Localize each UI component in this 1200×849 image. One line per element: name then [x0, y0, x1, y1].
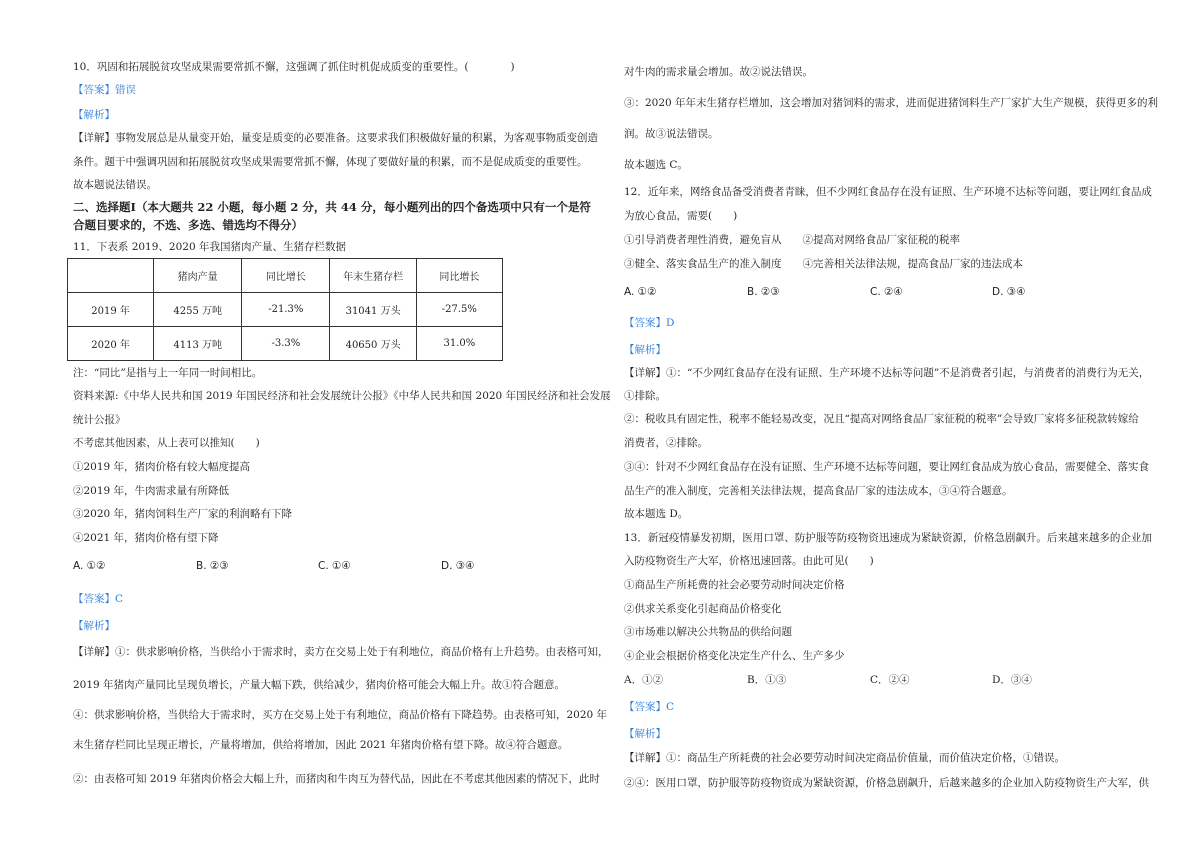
q13-statement: ④企业会根据价格变化决定生产什么、生产多少	[624, 650, 845, 662]
option-b: B. ②③	[196, 560, 229, 572]
q12-detail-line: ③④：针对不少网红食品存在没有证照、生产环境不达标等问题，要让网红食品成为放心食品，需要健全、落实食	[624, 461, 1149, 473]
q11-stem: 不考虑其他因素，从上表可以推知( )	[73, 437, 260, 449]
q10-detail-line: 故本题说法错误。	[73, 179, 157, 191]
q12-detail-line: ②：税收具有固定性，税率不能轻易改变，况且“提高对网络食品厂家征税的税率”会导致厂家将多征税款转嫁给	[624, 413, 1139, 425]
q12-detail-line: 消费者，②排除。	[624, 437, 708, 449]
source-line: 资料来源:《中华人民共和国 2019 年国民经济和社会发展统计公报》《中华人民共和国 2020 年国民经济和社会发展	[73, 390, 611, 402]
q11-detail-line: ④：供求影响价格，当供给大于需求时，买方在交易上处于有利地位，商品价格有下降趋势。由表格可知，2020 年	[73, 709, 608, 721]
option-c: C. ①④	[318, 560, 351, 572]
q12-statements: ①引导消费者理性消费，避免盲从 ②提高对网络食品厂家征税的税率	[624, 234, 960, 246]
q10-detail-line: 【详解】事物发展总是从量变开始，量变是质变的必要准备。这要求我们积极做好量的积累，为客观事物质变创造	[73, 132, 598, 144]
q10-analysis-label: 【解析】	[73, 109, 115, 121]
q12-detail-line: 【详解】①：“不少网红食品存在没有证照、生产环境不达标等问题”不是消费者引起，与消费者的消费行为无关，	[624, 367, 1150, 379]
q12-detail-line: ①排除。	[624, 390, 666, 402]
q11-continued: ③：2020 年年末生猪存栏增加，这会增加对猪饲料的需求，进而促进猪饲料生产厂家扩大生产规模，获得更多的利	[624, 97, 1159, 109]
q12-answer: 【答案】D	[624, 317, 675, 329]
table-cell: 40650 万头	[330, 327, 416, 361]
pork-data-table	[67, 258, 503, 361]
table-header-row	[68, 259, 503, 293]
table-header-cell	[68, 259, 154, 293]
q12-statements: ③健全、落实食品生产的准入制度 ④完善相关法律法规，提高食品厂家的违法成本	[624, 258, 1023, 270]
table-header-cell: 猪肉产量	[154, 259, 242, 293]
q12-detail-line: 品生产的准入制度，完善相关法律法规，提高食品厂家的违法成本，③④符合题意。	[624, 485, 1013, 497]
q13-statement: ①商品生产所耗费的社会必要劳动时间决定价格	[624, 579, 845, 591]
question-13: 13．新冠疫情暴发初期，医用口罩、防护服等防疫物资迅速成为紧缺资源，价格急剧飙升。后来越来越多的企业加	[624, 532, 1152, 544]
q11-detail-line: 2019 年猪肉产量同比呈现负增长，产量大幅下跌，供给减少，猪肉价格可能会大幅上升。故①符合题意。	[73, 679, 566, 691]
table-row	[68, 293, 503, 327]
table-cell: -3.3%	[242, 327, 330, 361]
section-title: 二、选择题Ⅰ（本大题共 22 小题，每小题 2 分，共 44 分，每小题列出的四个备选项中只有一个是符	[73, 200, 591, 214]
option-c: C．②④	[870, 674, 910, 686]
section-title: 合题目要求的，不选、多选、错选均不得分）	[73, 218, 303, 232]
question-11: 11．下表系 2019、2020 年我国猪肉产量、生猪存栏数据	[73, 241, 346, 253]
option-b: B．①③	[747, 674, 787, 686]
option-a: A. ①②	[624, 286, 657, 298]
q11-analysis-label: 【解析】	[73, 620, 115, 632]
table-cell: 4113 万吨	[154, 327, 242, 361]
q13-detail-line: 【详解】①：商品生产所耗费的社会必要劳动时间决定商品价值量，而价值决定价格，①错误。	[624, 752, 1065, 764]
q12-conclusion: 故本题选 D。	[624, 508, 689, 520]
option-c: C. ②④	[870, 286, 903, 298]
table-header-cell: 同比增长	[242, 259, 330, 293]
table-cell: -27.5%	[416, 293, 502, 327]
table-cell: 31.0%	[416, 327, 502, 361]
q11-statement: ③2020 年，猪肉饲料生产厂家的利润略有下降	[73, 508, 293, 520]
q11-conclusion: 故本题选 C。	[624, 159, 688, 171]
q11-detail-line: ②：由表格可知 2019 年猪肉价格会大幅上升，而猪肉和牛肉互为替代品，因此在不考虑其他因素的情况下，此时	[73, 773, 600, 785]
option-d: D．③④	[992, 674, 1032, 686]
q11-statement: ①2019 年，猪肉价格有较大幅度提高	[73, 461, 251, 473]
q11-answer: 【答案】C	[73, 593, 124, 605]
q13-statement: ②供求关系变化引起商品价格变化	[624, 603, 782, 615]
q13-detail-line: ②④：医用口罩，防护服等防疫物资成为紧缺资源，价格急剧飙升，后越来越多的企业加入防疫物资生产大军，供	[624, 777, 1149, 789]
q11-continued: 润。故③说法错误。	[624, 128, 719, 140]
table-header-cell: 同比增长	[416, 259, 502, 293]
table-cell: 31041 万头	[330, 293, 416, 327]
table-cell: 2019 年	[68, 293, 154, 327]
option-d: D. ③④	[992, 286, 1026, 298]
q10-answer: 【答案】错误	[73, 84, 136, 96]
option-b: B. ②③	[747, 286, 780, 298]
table-cell: 2020 年	[68, 327, 154, 361]
table-note: 注：“同比”是指与上一年同一时间相比。	[73, 367, 263, 379]
q11-detail-line: 末生猪存栏同比呈现正增长，产量将增加，供给将增加，因此 2021 年猪肉价格有望下降。故④符合题意。	[73, 739, 569, 751]
q11-detail-line: 【详解】①：供求影响价格，当供给小于需求时，卖方在交易上处于有利地位，商品价格有上升趋势。由表格可知，	[73, 646, 609, 658]
source-line: 统计公报》	[73, 414, 126, 426]
option-a: A. ①②	[73, 560, 106, 572]
q11-statement: ②2019 年，牛肉需求量有所降低	[73, 485, 230, 497]
question-10: 10．巩固和拓展脱贫攻坚成果需要常抓不懈，这强调了抓住时机促成质变的重要性。( )	[73, 61, 515, 73]
table-cell: 4255 万吨	[154, 293, 242, 327]
q13-answer: 【答案】C	[624, 701, 675, 713]
option-a: A．①②	[624, 674, 664, 686]
table-header-cell: 年末生猪存栏	[330, 259, 416, 293]
option-d: D. ③④	[441, 560, 475, 572]
q11-continued: 对牛肉的需求量会增加。故②说法错误。	[624, 66, 813, 78]
q10-detail-line: 条件。题干中强调巩固和拓展脱贫攻坚成果需要常抓不懈，体现了要做好量的积累，而不是促成质变的重要性。	[73, 156, 588, 168]
question-12: 12．近年来，网络食品备受消费者青睐，但不少网红食品存在没有证照、生产环境不达标等问题，要让网红食品成	[624, 186, 1152, 198]
table-cell: -21.3%	[242, 293, 330, 327]
q13-statement: ③市场难以解决公共物品的供给问题	[624, 626, 792, 638]
q13-analysis-label: 【解析】	[624, 728, 666, 740]
question-13: 入防疫物资生产大军，价格迅速回落。由此可见( )	[624, 555, 874, 567]
table-row	[68, 327, 503, 361]
q12-analysis-label: 【解析】	[624, 344, 666, 356]
question-12: 为放心食品，需要( )	[624, 210, 738, 222]
q11-statement: ④2021 年，猪肉价格有望下降	[73, 532, 219, 544]
